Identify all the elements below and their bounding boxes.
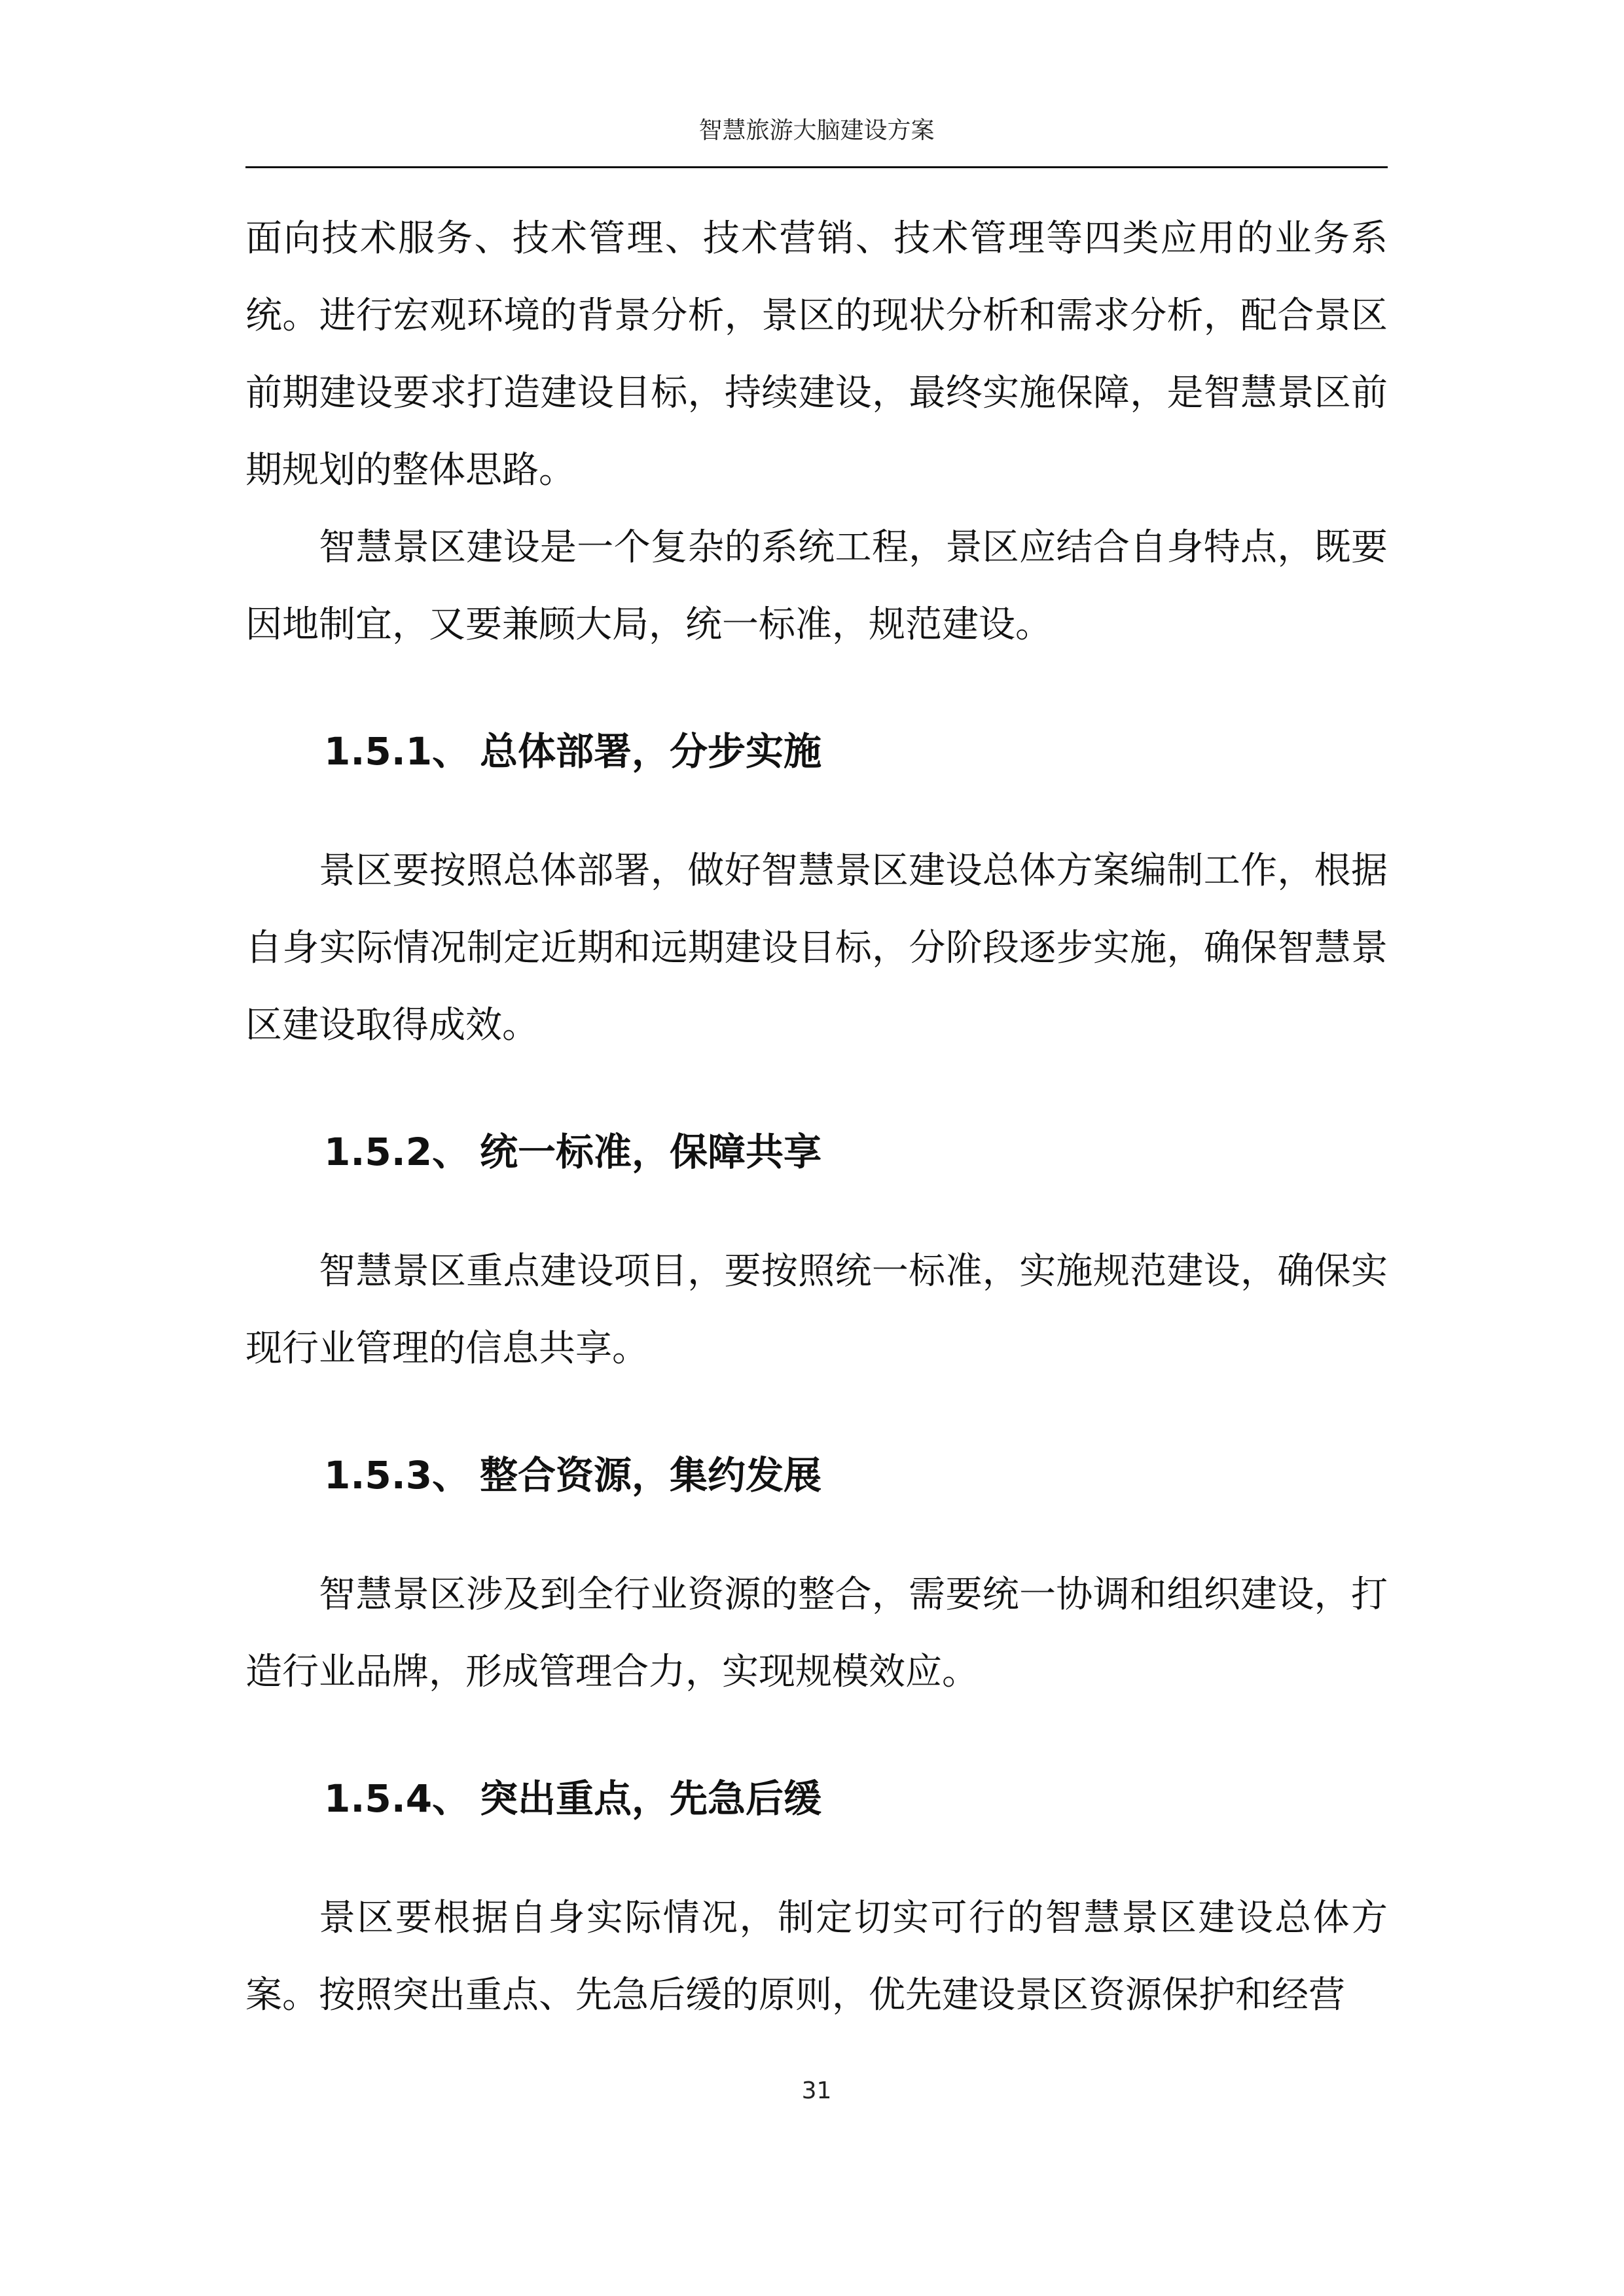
section-1-5-4-paragraph: 景区要根据自身实际情况，制定切实可行的智慧景区建设总体方案。按照突出重点、先急后缓的原则，优先建设景区资源保护和经营 bbox=[245, 1897, 1388, 2017]
section-1-5-1-paragraph: 景区要按照总体部署，做好智慧景区建设总体方案编制工作，根据自身实际情况制定近期和远期建设目标，分阶段逐步实施，确保智慧景区建设取得成效。 bbox=[245, 850, 1388, 1047]
section-number: 1.5.4、 bbox=[324, 1776, 471, 1821]
section-heading-1-5-2 bbox=[245, 1103, 1388, 1200]
page-number: 31 bbox=[801, 2077, 832, 2104]
header-divider bbox=[245, 166, 1388, 168]
section-number: 1.5.3、 bbox=[324, 1453, 471, 1498]
section-title: 整合资源，集约发展 bbox=[480, 1453, 822, 1498]
overview-paragraph: 智慧景区建设是一个复杂的系统工程，景区应结合自身特点，既要因地制宜，又要兼顾大局，统一标准，规范建设。 bbox=[245, 526, 1388, 646]
page-header-title: 智慧旅游大脑建设方案 bbox=[698, 117, 935, 144]
section-heading-1-5-3 bbox=[245, 1427, 1388, 1524]
section-title: 统一标准，保障共享 bbox=[480, 1130, 822, 1174]
section-title: 总体部署，分步实施 bbox=[480, 729, 822, 774]
section-1-5-2-paragraph: 智慧景区重点建设项目，要按照统一标准，实施规范建设，确保实现行业管理的信息共享。 bbox=[245, 1250, 1388, 1370]
section-1-5-3-paragraph: 智慧景区涉及到全行业资源的整合，需要统一协调和组织建设，打造行业品牌，形成管理合力，实现规模效应。 bbox=[245, 1573, 1388, 1693]
section-number: 1.5.2、 bbox=[324, 1130, 471, 1174]
section-number: 1.5.1、 bbox=[324, 729, 471, 774]
document-body bbox=[245, 200, 1388, 2034]
section-heading-1-5-4 bbox=[245, 1750, 1388, 1847]
section-title: 突出重点，先急后缓 bbox=[480, 1776, 822, 1821]
intro-paragraph: 面向技术服务、技术管理、技术营销、技术管理等四类应用的业务系统。进行宏观环境的背景分析，景区的现状分析和需求分析，配合景区前期建设要求打造建设目标，持续建设，最终实施保障，是智慧景区前期规划的整体思路。 bbox=[245, 217, 1388, 492]
section-heading-1-5-1 bbox=[245, 703, 1388, 800]
